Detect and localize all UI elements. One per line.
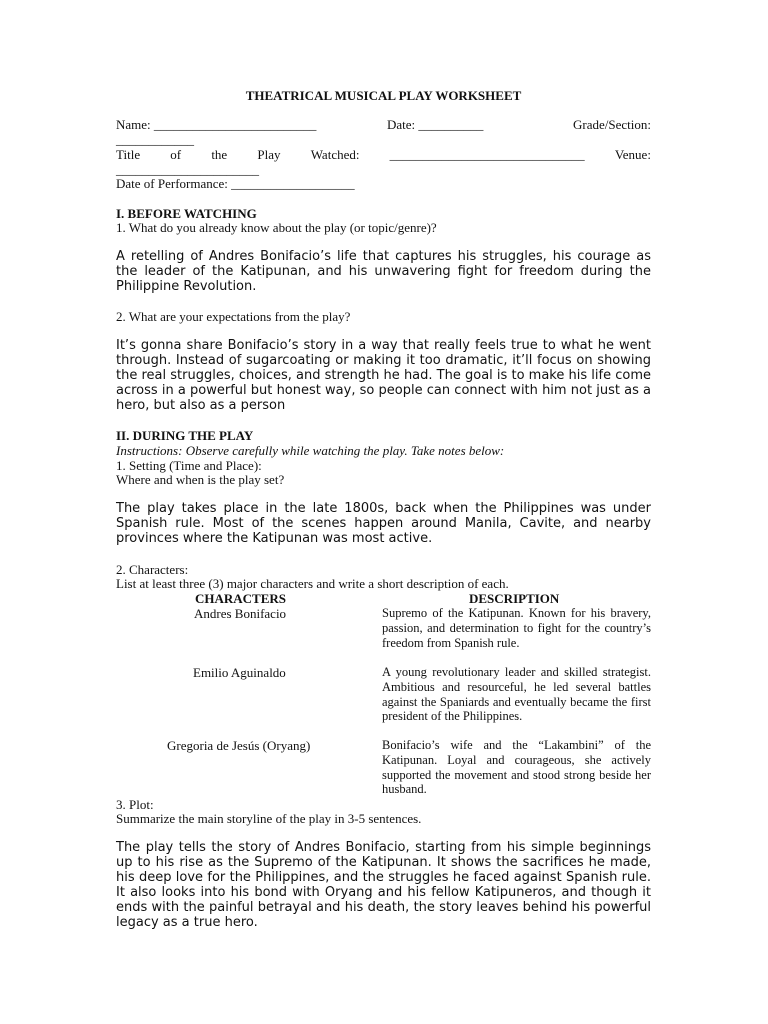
character-description: Bonifacio’s wife and the “Lakambini” of the Katipunan. Loyal and courageous, she actively supported the movement and stood strong beside her husband. bbox=[382, 738, 651, 797]
play-title-line[interactable]: ______________________________ bbox=[389, 147, 585, 162]
play-title-word: Watched: bbox=[310, 147, 360, 162]
characters-question: 2. Characters: bbox=[116, 562, 189, 577]
question-1: 1. What do you already know about the play (or topic/genre)? bbox=[116, 220, 437, 235]
section-during-play-heading: II. DURING THE PLAY bbox=[116, 428, 254, 443]
plot-question: 3. Plot: bbox=[116, 797, 154, 812]
worksheet-title: THEATRICAL MUSICAL PLAY WORKSHEET bbox=[245, 88, 522, 103]
description-column-header: DESCRIPTION bbox=[469, 591, 560, 606]
date-line[interactable]: __________ bbox=[418, 117, 484, 132]
grade-label: Grade/Section: bbox=[573, 117, 651, 132]
play-title-word: Play bbox=[257, 147, 281, 162]
characters-column-header: CHARACTERS bbox=[195, 591, 287, 606]
character-name: Emilio Aguinaldo bbox=[193, 665, 286, 680]
date-field bbox=[387, 117, 483, 132]
setting-answer: The play takes place in the late 1800s, back when the Philippines was under Spanish rule. Most of the scenes happen around Manila, Cavite, and nearby provinces where the Katipunan was most active. bbox=[116, 501, 651, 546]
plot-answer: The play tells the story of Andres Bonifacio, starting from his simple beginnings up to his rise as the Supremo of the Katipunan. It shows the sacrifices he made, his deep love for the Philippines, and the struggles he faced against Spanish rule. It also looks into his bond with Oryang and his fellow Katipuneros, and though it ends with the painful betrayal and his death, the story leaves behind his powerful legacy as a true hero. bbox=[116, 840, 651, 930]
play-title-word: Title bbox=[116, 147, 141, 162]
question-2: 2. What are your expectations from the play? bbox=[116, 309, 351, 324]
grade-line[interactable]: ____________ bbox=[116, 132, 194, 147]
character-name: Gregoria de Jesús (Oryang) bbox=[167, 738, 311, 753]
date-performance-field bbox=[116, 176, 355, 191]
setting-question: 1. Setting (Time and Place): bbox=[116, 458, 262, 473]
character-description: Supremo of the Katipunan. Known for his bravery, passion, and determination to fight for the country’s freedom from Spanish rule. bbox=[382, 606, 651, 650]
section-before-watching-heading: I. BEFORE WATCHING bbox=[116, 206, 257, 221]
setting-subquestion: Where and when is the play set? bbox=[116, 472, 285, 487]
venue-line[interactable]: ______________________ bbox=[116, 162, 259, 177]
answer-2: It’s gonna share Bonifacio’s story in a way that really feels true to what he went through. Instead of sugarcoating or making it too dramatic, it’ll focus on showing the real struggles, choices, and strength he had. The goal is to make his life come across in a powerful but honest way, so people can connect with him not just as a hero, but also as a person bbox=[116, 338, 651, 413]
name-label: Name: bbox=[116, 117, 151, 132]
character-description: A young revolutionary leader and skilled strategist. Ambitious and resourceful, he led several battles against the Spaniards and eventually became the first president of the Philippines. bbox=[382, 665, 651, 724]
instructions: Instructions: Observe carefully while watching the play. Take notes below: bbox=[116, 443, 505, 458]
play-title-word: the bbox=[211, 147, 228, 162]
play-title-word: of bbox=[170, 147, 182, 162]
name-line[interactable]: _________________________ bbox=[153, 117, 317, 132]
date-performance-line[interactable]: ___________________ bbox=[231, 176, 355, 191]
answer-1: A retelling of Andres Bonifacio’s life that captures his struggles, his courage as the leader of the Katipunan, and his unwavering fight for freedom during the Philippine Revolution. bbox=[116, 249, 651, 294]
play-title-row bbox=[116, 147, 651, 162]
plot-subquestion: Summarize the main storyline of the play in 3-5 sentences. bbox=[116, 811, 422, 826]
character-name: Andres Bonifacio bbox=[194, 606, 287, 621]
venue-label: Venue: bbox=[614, 147, 651, 162]
date-performance-label: Date of Performance: bbox=[116, 176, 228, 191]
date-label: Date: bbox=[387, 117, 416, 132]
characters-subquestion: List at least three (3) major characters and write a short description of each. bbox=[116, 576, 509, 591]
name-field bbox=[116, 117, 316, 132]
